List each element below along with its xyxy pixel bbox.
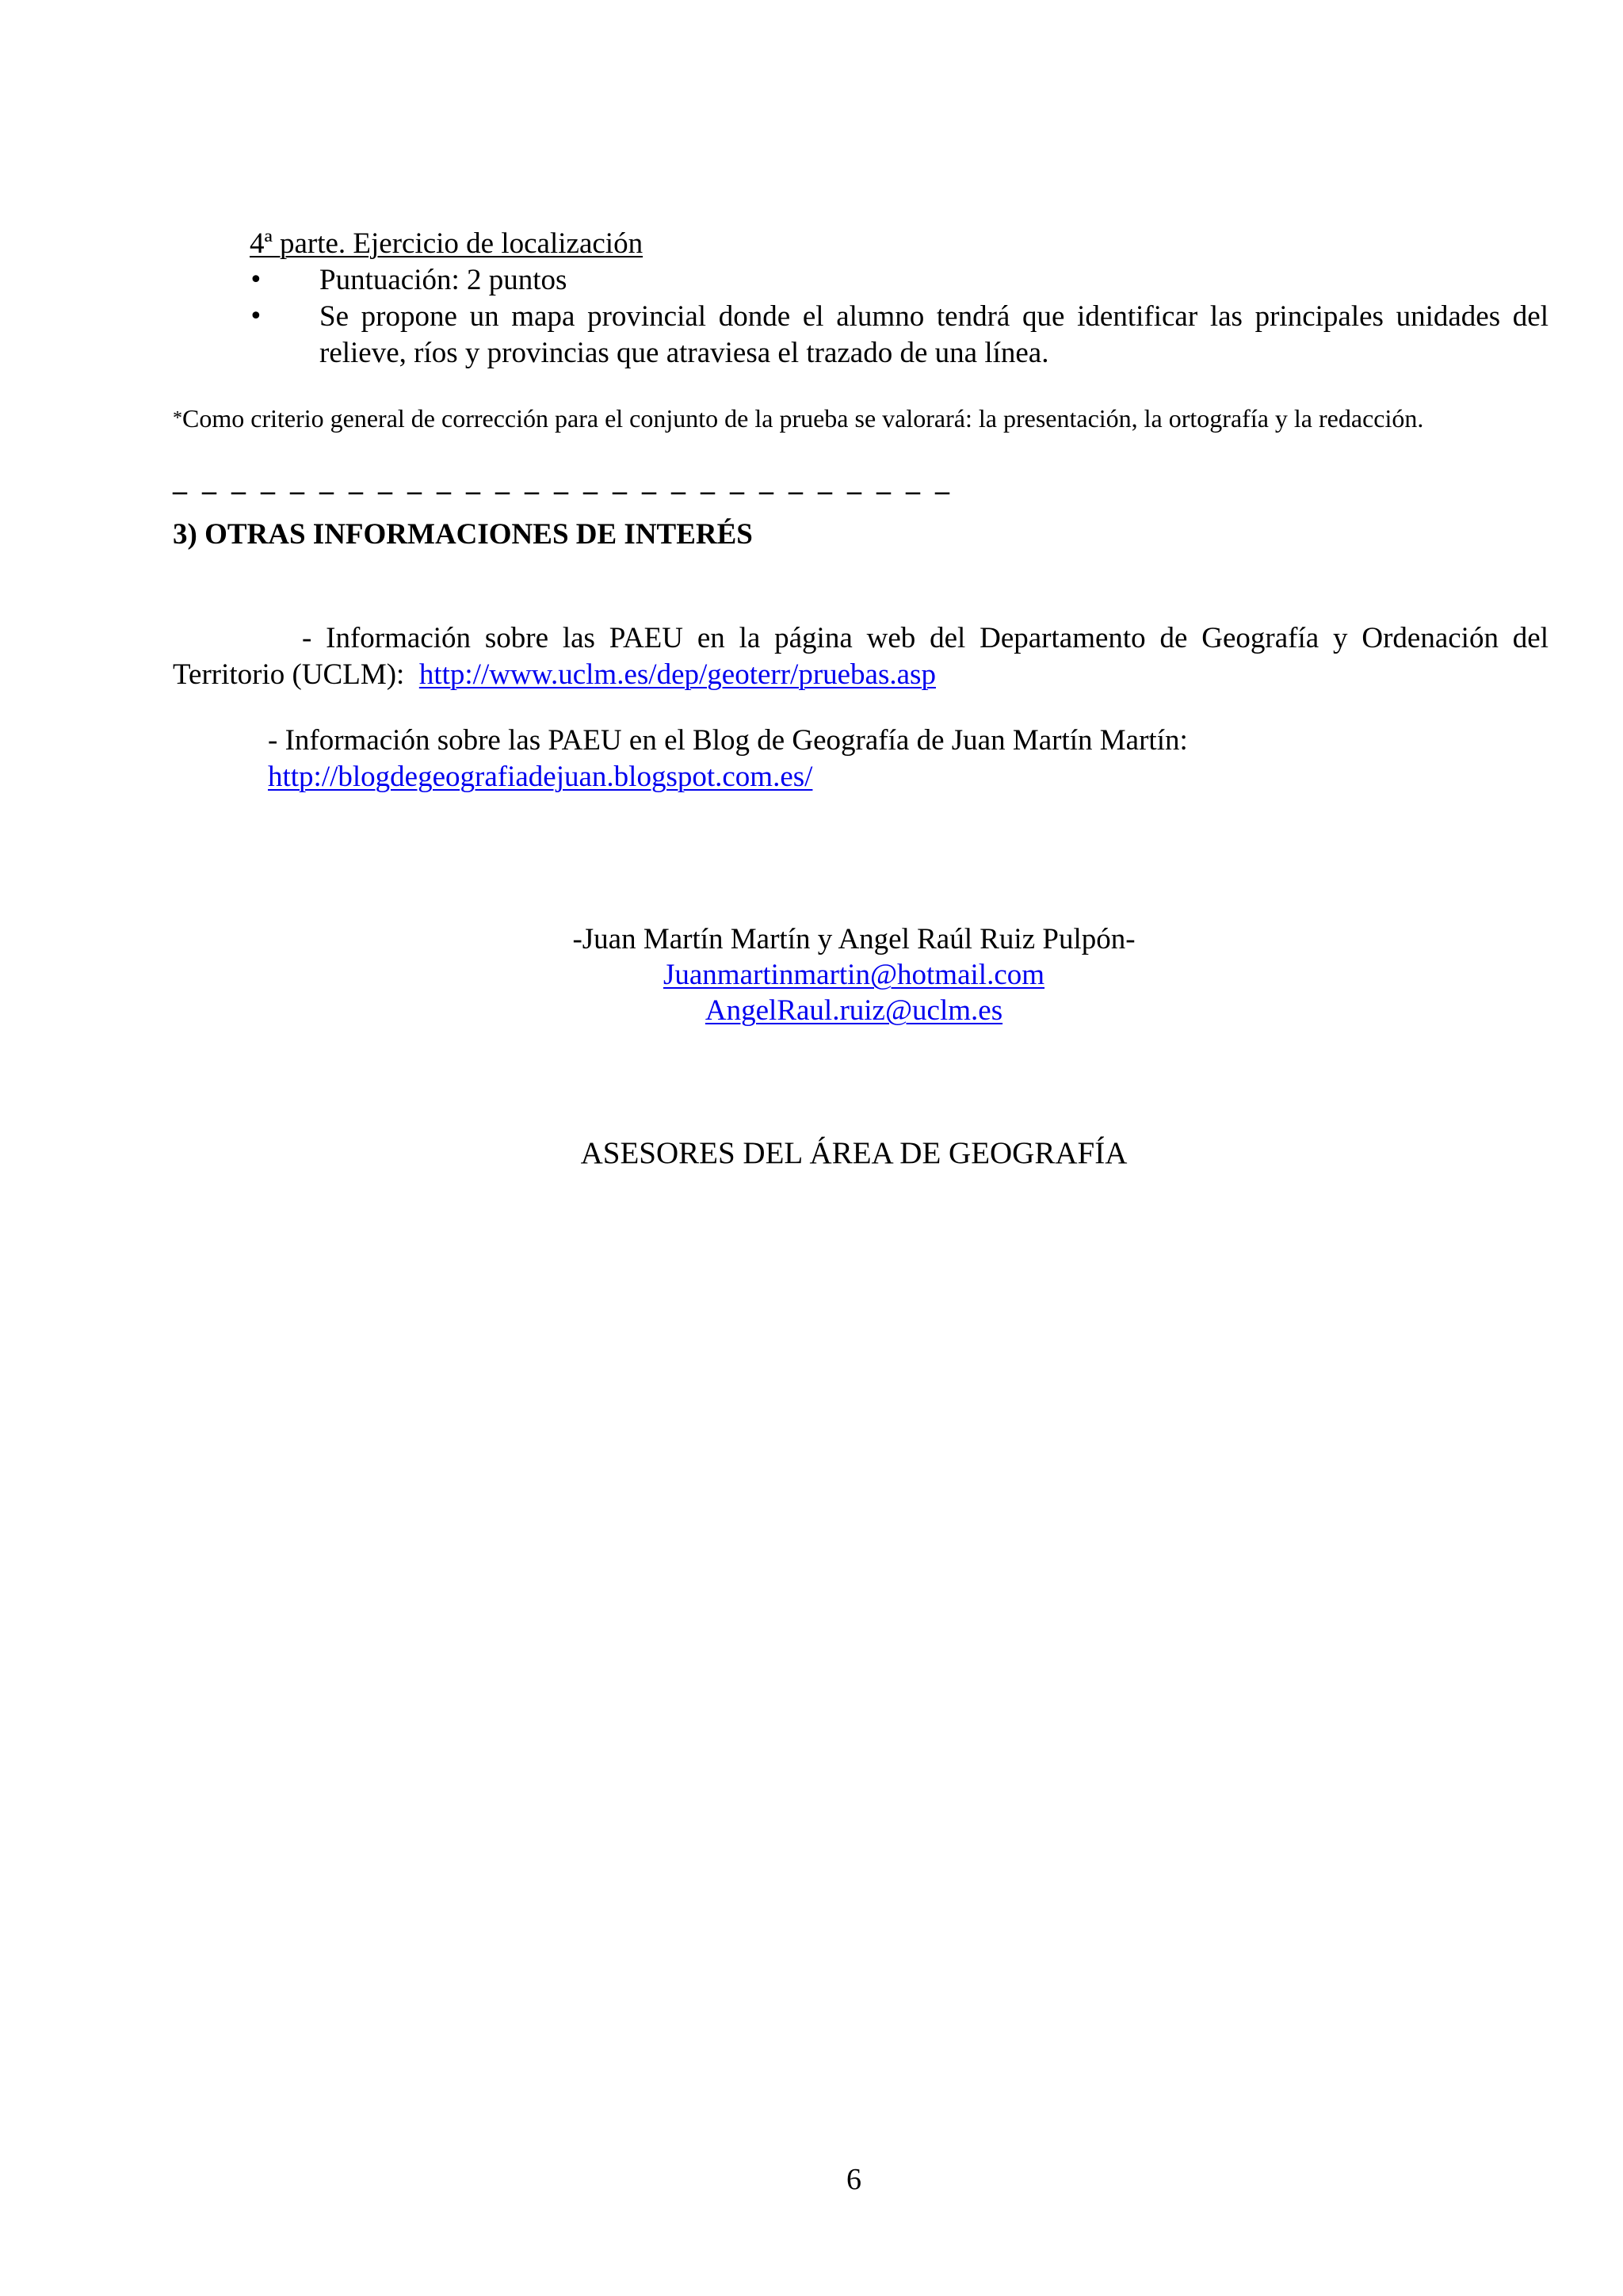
- asterisk-mark: *: [173, 408, 182, 429]
- list-item: [238, 299, 1549, 372]
- authors-names: -Juan Martín Martín y Angel Raúl Ruiz Pulpón-: [572, 923, 1136, 955]
- department-link[interactable]: http://www.uclm.es/dep/geoterr/pruebas.asp: [418, 658, 936, 691]
- authors-block: [0, 921, 1623, 1028]
- info-blog-text: - Información sobre las PAEU en el Blog de Geografía de Juan Martín Martín:: [268, 724, 1188, 757]
- bullet-icon: •: [249, 303, 263, 330]
- info-paragraph-blog: [268, 723, 1536, 795]
- section3-title: 3) OTRAS INFORMACIONES DE INTERÉS: [173, 518, 753, 551]
- email-link-juan[interactable]: Juanmartinmartin@hotmail.com: [663, 959, 1045, 991]
- list-item: [238, 262, 1549, 299]
- section4-title: 4ª parte. Ejercicio de localización: [250, 227, 643, 260]
- email-link-angel[interactable]: AngelRaul.ruiz@uclm.es: [705, 994, 1003, 1027]
- asesores-heading: ASESORES DEL ÁREA DE GEOGRAFÍA: [580, 1136, 1128, 1170]
- bullet-text-puntuacion: Puntuación: 2 puntos: [319, 264, 567, 296]
- blog-link[interactable]: http://blogdegeografiadejuan.blogspot.com.es/: [268, 761, 813, 793]
- page-number: 6: [846, 2163, 861, 2196]
- dashed-separator: _ _ _ _ _ _ _ _ _ _ _ _ _ _ _ _ _ _ _ _ _ _ _ _ _ _ _: [173, 465, 953, 497]
- bullet-icon: •: [249, 266, 263, 294]
- info-paragraph-department: [173, 620, 1549, 693]
- correction-criteria-note: [173, 402, 1423, 434]
- section4-bullet-list: [238, 262, 1549, 372]
- bullet-text-mapa: Se propone un mapa provincial donde el alumno tendrá que identificar las principales unidades del relieve, ríos y provincias que atraviesa el trazado de una línea.: [319, 300, 1549, 369]
- correction-criteria-text: Como criterio general de corrección para el conjunto de la prueba se valorará: la presentación, la ortografía y la redacción.: [182, 404, 1424, 433]
- info-department-text: - Información sobre las PAEU en la página web del Departamento de Geografía y Ordenación del Territorio (UCLM):: [173, 622, 1549, 691]
